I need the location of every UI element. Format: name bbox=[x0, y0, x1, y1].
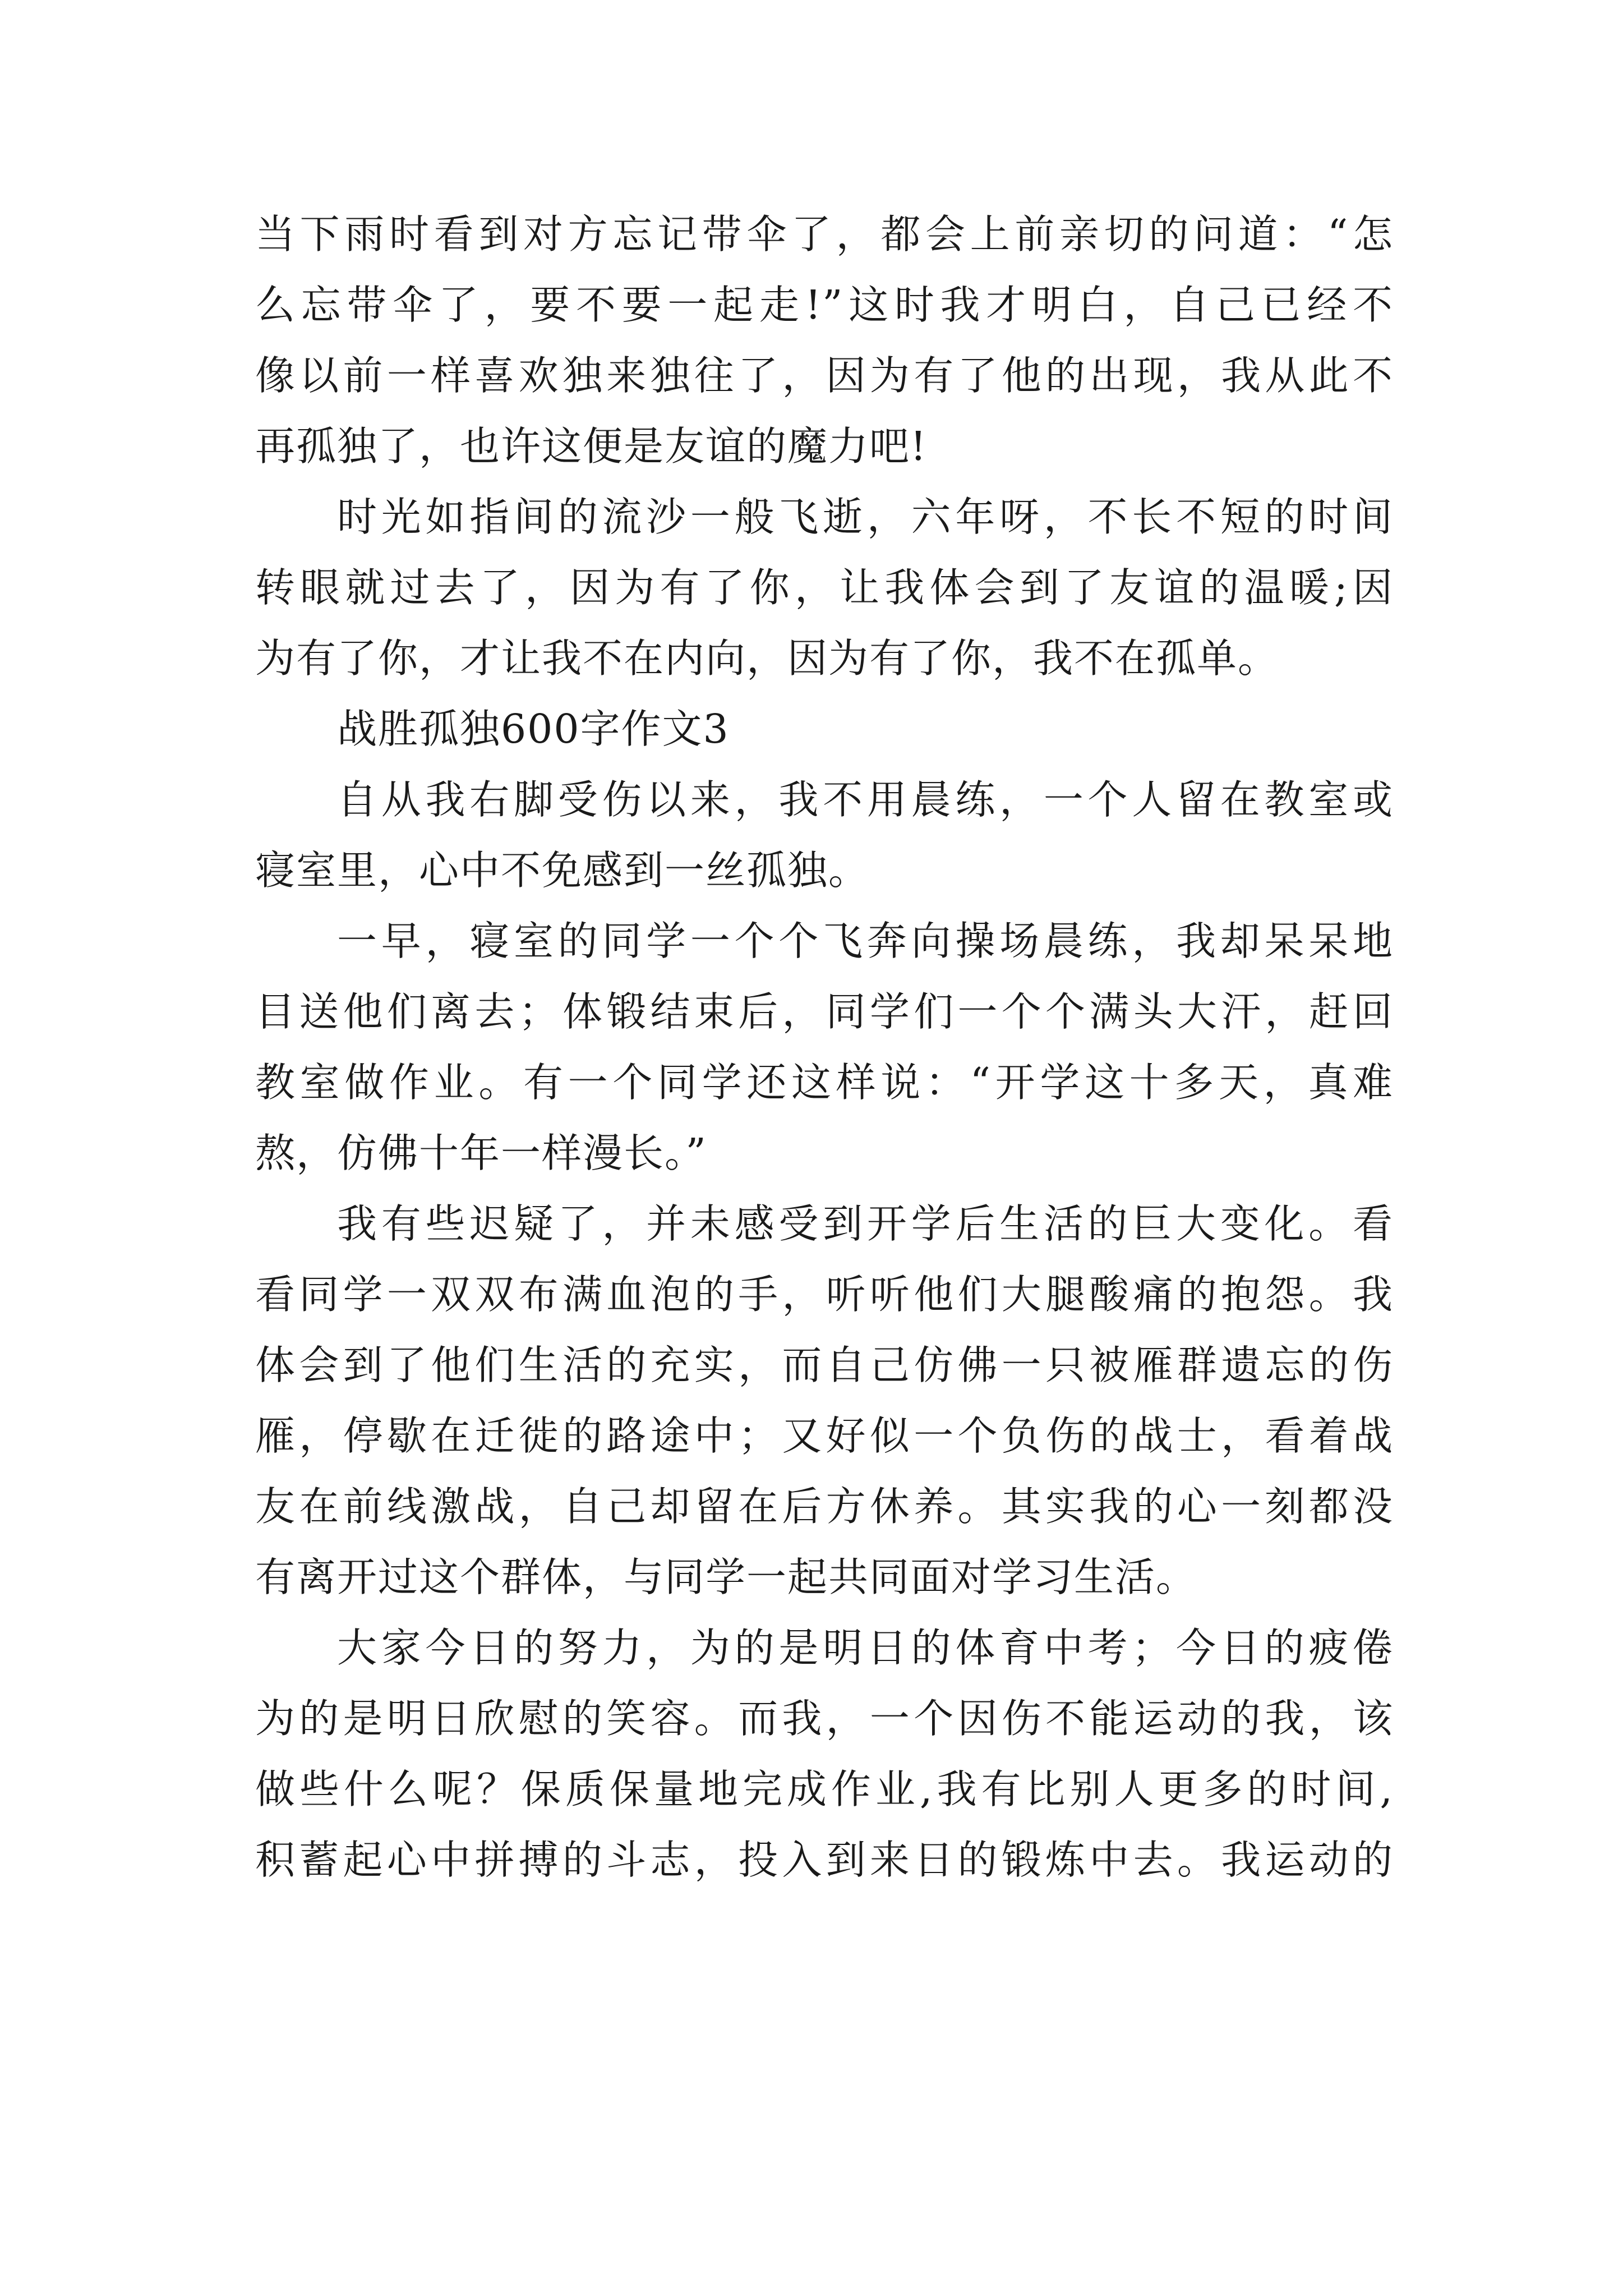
text-line: 寝室里，心中不免感到一丝孤独。 bbox=[255, 847, 870, 894]
text-line: 么忘带伞了，要不要一起走!”这时我才明白，自己已经不 bbox=[255, 282, 1394, 328]
text-line: 做些什么呢？保质保量地完成作业,我有比别人更多的时间, bbox=[255, 1766, 1394, 1812]
text-line: 看同学一双双布满血泡的手，听听他们大腿酸痛的抱怨。我 bbox=[255, 1271, 1394, 1318]
text-line: 自从我右脚受伤以来，我不用晨练，一个人留在教室或 bbox=[337, 776, 1394, 823]
text-line: 我有些迟疑了，并未感受到开学后生活的巨大变化。看 bbox=[337, 1200, 1394, 1247]
text-line: 时光如指间的流沙一般飞逝，六年呀，不长不短的时间 bbox=[337, 494, 1394, 540]
text-line: 像以前一样喜欢独来独往了，因为有了他的出现，我从此不 bbox=[255, 352, 1394, 399]
text-line: 积蓄起心中拼搏的斗志，投入到来日的锻炼中去。我运动的 bbox=[255, 1837, 1394, 1883]
text-line: 一早，寝室的同学一个个飞奔向操场晨练，我却呆呆地 bbox=[337, 918, 1394, 964]
text-line: 转眼就过去了，因为有了你，让我体会到了友谊的温暖;因 bbox=[255, 564, 1394, 611]
text-line: 友在前线激战，自己却留在后方休养。其实我的心一刻都没 bbox=[255, 1483, 1394, 1530]
text-line: 再孤独了，也许这便是友谊的魔力吧! bbox=[255, 423, 928, 470]
document-body bbox=[255, 199, 1394, 1895]
text-line: 大家今日的努力，为的是明日的体育中考；今日的疲倦 bbox=[337, 1625, 1394, 1671]
text-line: 有离开过这个群体，与同学一起共同面对学习生活。 bbox=[255, 1554, 1197, 1600]
text-line: 雁，停歇在迁徙的路途中；又好似一个负伤的战士，看着战 bbox=[255, 1412, 1394, 1459]
text-line: 目送他们离去；体锻结束后，同学们一个个满头大汗，赶回 bbox=[255, 988, 1394, 1035]
section-heading: 战胜孤独600字作文3 bbox=[337, 706, 730, 752]
text-line: 体会到了他们生活的充实，而自己仿佛一只被雁群遗忘的伤 bbox=[255, 1342, 1394, 1388]
text-line: 为的是明日欣慰的笑容。而我，一个因伤不能运动的我，该 bbox=[255, 1695, 1394, 1742]
text-line: 为有了你，才让我不在内向，因为有了你，我不在孤单。 bbox=[255, 635, 1279, 682]
text-line: 熬，仿佛十年一样漫长。” bbox=[255, 1130, 707, 1176]
text-line: 教室做作业。有一个同学还这样说：“开学这十多天，真难 bbox=[255, 1059, 1394, 1106]
text-line: 当下雨时看到对方忘记带伞了，都会上前亲切的问道：“怎 bbox=[255, 211, 1394, 257]
